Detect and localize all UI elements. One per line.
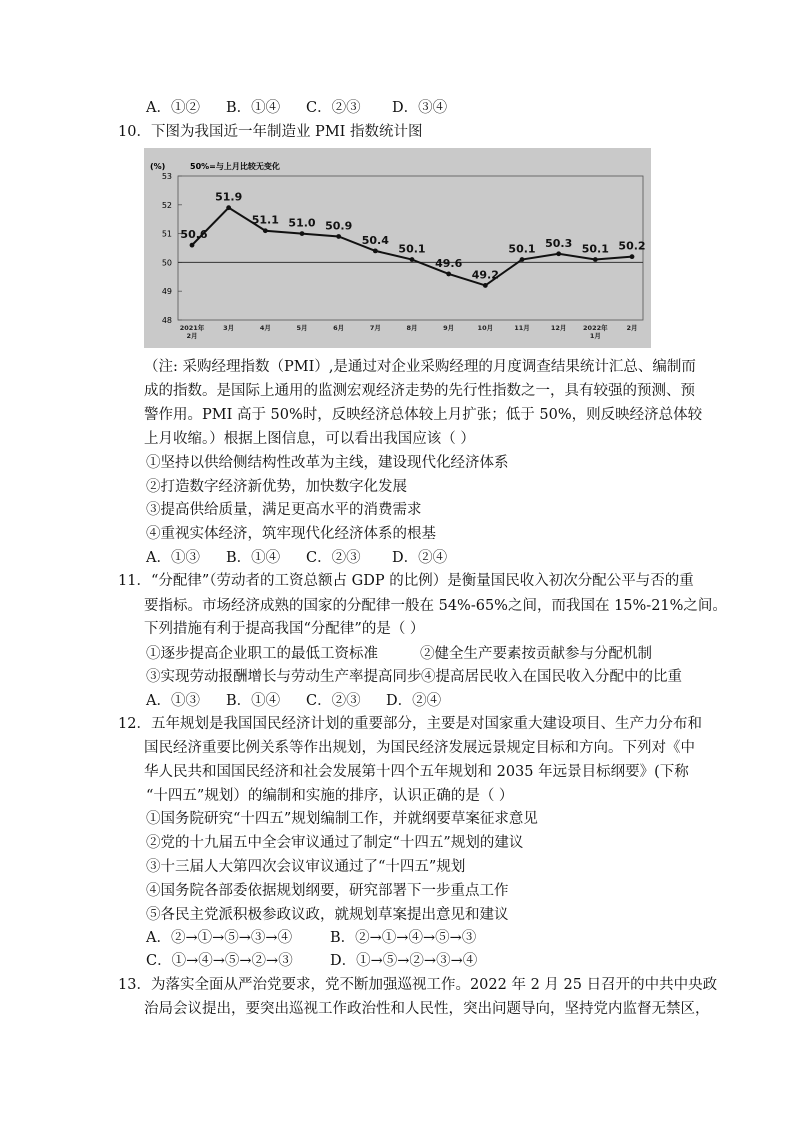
q10-item: ④重视实体经济，筑牢现代化经济体系的根基 (146, 526, 436, 542)
q12-option-c: C．①→④→⑤→②→③ (146, 953, 293, 969)
q12-item: ②党的十九届五中全会审议通过了制定“十四五”规划的建议 (146, 835, 524, 851)
q11-stem-line: 下列措施有利于提高我国“分配律”的是（ ） (144, 621, 425, 637)
q12-stem-line: “十四五”规划）的编制和实施的排序，认识正确的是（ ） (146, 788, 514, 804)
data-point (410, 257, 415, 262)
q12-stem-line: 12．五年规划是我国国民经济计划的重要部分，主要是对国家重大建设项目、生产力分布和 (118, 716, 702, 732)
q9-option-d: D．③④ (392, 100, 448, 116)
q12-item: ⑤各民主党派积极参政议政，就规划草案提出意见和建议 (146, 907, 509, 923)
data-point (373, 248, 378, 253)
x-tick-label: 10月 (477, 324, 494, 332)
data-point (226, 205, 231, 210)
q10-option-c: C．②③ (306, 550, 361, 566)
data-point (483, 283, 488, 288)
q11-option-c: C．②③ (306, 693, 361, 709)
pmi-chart (144, 148, 651, 348)
y-axis (162, 172, 182, 325)
x-tick-label: 5月 (296, 324, 308, 332)
q9-option-a: A．①② (146, 100, 200, 116)
q11-option-d: D．②④ (386, 693, 442, 709)
value-label: 50.9 (325, 219, 353, 233)
data-point (593, 257, 598, 262)
value-label: 50.3 (545, 236, 573, 250)
x-tick-label: 6月 (333, 324, 345, 332)
q12-item: ①国务院研究“十四五”规划编制工作，并就纲要草案征求意见 (146, 811, 538, 827)
value-label: 49.2 (471, 268, 499, 282)
q10-note-line: 警作用。PMI 高于 50%时，反映经济总体较上月扩张；低于 50%，则反映经济总体较 (144, 407, 703, 423)
y-tick-label: 50 (161, 258, 172, 268)
data-point (446, 272, 451, 277)
q12-option-a: A．②→①→⑤→③→④ (146, 930, 293, 946)
q10-stem: 10．下图为我国近一年制造业 PMI 指数统计图 (118, 124, 423, 140)
q11-item: ④提高居民收入在国民收入分配中的比重 (421, 669, 682, 685)
value-label: 50.1 (508, 242, 536, 256)
pmi-chart-svg (144, 148, 651, 348)
x-tick-label: 1月 (589, 332, 601, 340)
data-point (520, 257, 525, 262)
q11-item: ②健全生产要素按贡献参与分配机制 (420, 646, 652, 662)
q10-options (146, 548, 447, 568)
chart-ylabel: (%) (150, 162, 166, 171)
x-tick-label: 2月 (186, 332, 198, 340)
q10-option-b: B．①④ (226, 550, 281, 566)
x-tick-label: 8月 (406, 324, 418, 332)
x-axis-ticks (180, 323, 638, 340)
value-labels (180, 191, 645, 282)
q11-option-b: B．①④ (226, 693, 281, 709)
data-point (336, 234, 341, 239)
q12-item: ④国务院各部委依据规划纲要，研究部署下一步重点工作 (146, 883, 509, 899)
y-tick-label: 49 (161, 287, 172, 297)
y-tick-label: 51 (161, 229, 172, 239)
q10-item: ②打造数字经济新优势，加快数字化发展 (146, 479, 407, 495)
q12-stem-line: 华人民共和国国民经济和社会发展第十四个五年规划和 2035 年远景目标纲要》(下称 (144, 764, 689, 780)
value-label: 50.4 (361, 233, 389, 247)
data-point (556, 251, 561, 256)
x-tick-label: 12月 (550, 324, 567, 332)
q12-item: ③十三届人大第四次会议审议通过了“十四五”规划 (146, 859, 466, 875)
value-label: 49.6 (435, 256, 463, 270)
value-label: 50.1 (581, 242, 609, 256)
y-tick-label: 53 (161, 172, 172, 181)
q10-note-line: （注: 采购经理指数（PMI）,是通过对企业采购经理的月度调查结果统计汇总、编制而 (144, 359, 696, 375)
q13-stem-line: 治局会议提出，要突出巡视工作政治性和人民性，突出问题导向，坚持党内监督无禁区， (144, 1001, 710, 1017)
q12-option-b: B．②→①→④→⑤→③ (330, 930, 477, 946)
q9-option-c: C．②③ (306, 100, 361, 116)
x-tick-label: 2022年 (583, 324, 608, 332)
data-point (300, 231, 305, 236)
data-point (263, 228, 268, 233)
x-tick-label: 9月 (443, 324, 455, 332)
q11-stem-line: 要指标。市场经济成熟的国家的分配律一般在 54%-65%之间，而我国在 15%-21%之间。 (144, 598, 727, 614)
x-tick-label: 2021年 (179, 324, 205, 332)
value-label: 50.6 (180, 228, 208, 242)
value-label: 50.1 (398, 242, 426, 256)
value-label: 51.9 (215, 190, 243, 204)
chart-title: 50%=与上月比较无变化 (190, 162, 280, 171)
data-point (190, 243, 195, 248)
x-tick-label: 3月 (223, 324, 235, 332)
q9-options (146, 98, 447, 118)
q10-note-line: 上月收缩。）根据上图信息，可以看出我国应该（ ） (144, 431, 475, 447)
q12-stem-line: 国民经济重要比例关系等作出规划，为国民经济发展远景规定目标和方向。下列对《中 (144, 740, 695, 756)
q10-item: ①坚持以供给侧结构性改革为主线，建设现代化经济体系 (146, 455, 509, 471)
x-tick-label: 2月 (626, 324, 638, 332)
x-tick-label: 11月 (514, 324, 530, 332)
q11-option-a: A．①③ (146, 693, 200, 709)
y-tick-label: 48 (161, 316, 172, 325)
value-label: 51.0 (288, 216, 316, 230)
q12-option-d: D．①→⑤→②→③→④ (330, 953, 478, 969)
q10-option-d: D．②④ (392, 550, 448, 566)
q9-option-b: B．①④ (226, 100, 281, 116)
q10-note-line: 成的指数。是国际上通用的监测宏观经济走势的先行性指数之一，具有较强的预测、预 (144, 383, 695, 399)
q11-options (146, 691, 441, 711)
data-point (630, 254, 635, 259)
q10-item: ③提高供给质量，满足更高水平的消费需求 (146, 502, 422, 518)
x-tick-label: 7月 (369, 324, 381, 332)
q11-item: ①逐步提高企业职工的最低工资标准 (146, 646, 378, 662)
q13-stem-line: 13．为落实全面从严治党要求，党不断加强巡视工作。2022 年 2 月 25 日召开的中共中央政 (118, 977, 718, 993)
y-tick-label: 52 (161, 200, 172, 210)
value-label: 50.2 (618, 239, 646, 253)
value-label: 51.1 (251, 213, 279, 227)
q11-stem-line: 11．“分配律”（劳动者的工资总额占 GDP 的比例）是衡量国民收入初次分配公平与否的重 (118, 573, 694, 589)
x-tick-label: 4月 (259, 324, 271, 332)
q10-option-a: A．①③ (146, 550, 200, 566)
q11-item: ③实现劳动报酬增长与劳动生产率提高同步 (146, 669, 422, 685)
